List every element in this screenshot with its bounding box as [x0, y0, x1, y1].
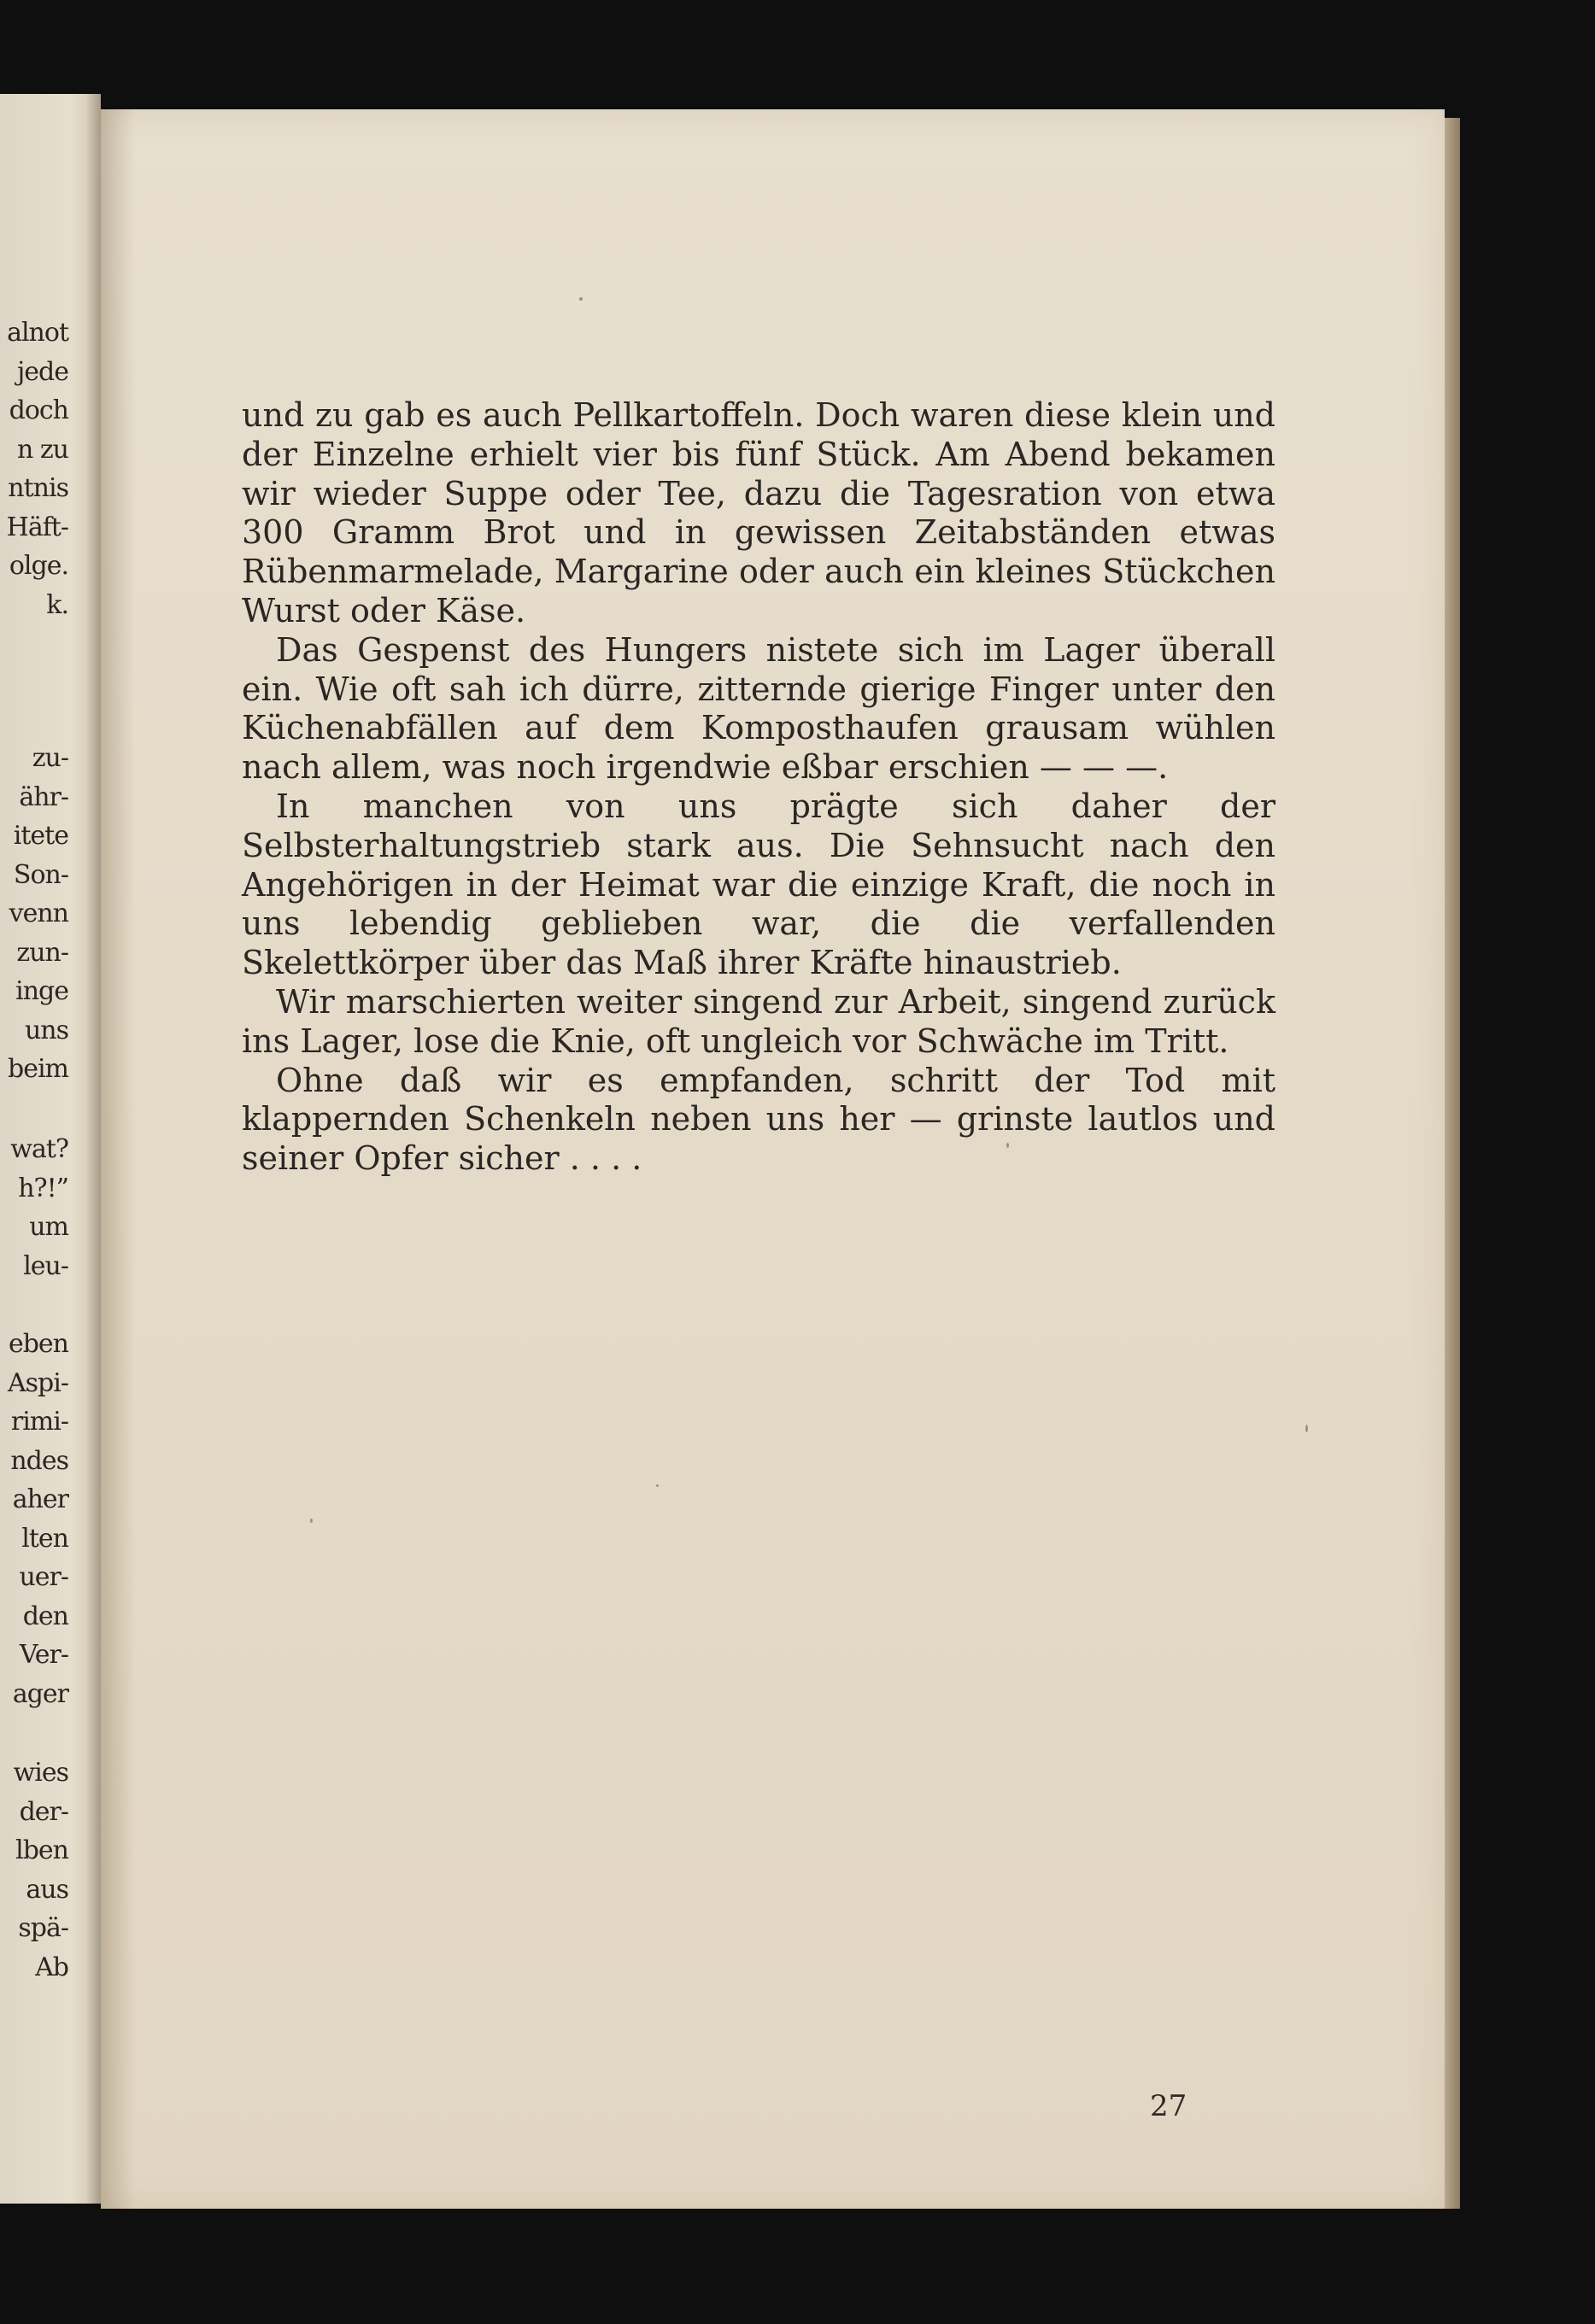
- page-right-edge: [1445, 118, 1460, 2209]
- left-page-fragment: olge.: [9, 551, 68, 581]
- left-page-fragment: itete: [13, 821, 68, 851]
- left-page-fragment: n zu: [17, 434, 68, 465]
- left-page-fragment: uns: [24, 1015, 68, 1045]
- left-page-fragment: uer-: [19, 1562, 68, 1592]
- left-page-fragment: leu-: [23, 1250, 68, 1281]
- left-page-fragment: ähr-: [19, 781, 68, 812]
- page-number: 27: [1150, 2089, 1187, 2123]
- paragraph-5: Ohne daß wir es empfanden, schritt der Tod mit klappernden Schenkeln neben uns her — grinste lautlos und seiner Opfer sicher . . . .: [242, 1061, 1275, 1178]
- paper-speck: [656, 1484, 659, 1487]
- book-page: [101, 109, 1445, 2209]
- left-page-fragment: beim: [8, 1054, 68, 1084]
- left-page-fragment: inge: [15, 976, 68, 1006]
- left-page-fragment: Son-: [13, 859, 68, 890]
- left-page-fragment: um: [29, 1212, 68, 1242]
- left-page-gutter-shadow: [85, 94, 101, 2204]
- left-page-fragment: ntnis: [8, 473, 68, 503]
- paper-speck: [310, 1519, 313, 1523]
- left-page-fragment: alnot: [7, 318, 68, 348]
- left-page-fragment: Ab: [35, 1952, 68, 1982]
- left-page-fragment: aus: [26, 1874, 68, 1905]
- left-page-fragment: lten: [21, 1523, 68, 1554]
- left-page-fragment: ndes: [10, 1445, 68, 1476]
- paragraph-3: In manchen von uns prägte sich daher der Selbsterhaltungstrieb stark aus. Die Sehnsucht nach den Angehörigen in der Heimat war die einzige Kraft, die noch in uns lebendig geblieben war, die die verfallenden Skelettkörper über das Maß ihrer Kräfte hinaustrieb.: [242, 787, 1275, 982]
- left-page-fragment: venn: [9, 899, 68, 928]
- paragraph-4: Wir marschierten weiter singend zur Arbeit, singend zurück ins Lager, lose die Knie, oft ungleich vor Schwäche im Tritt.: [242, 982, 1275, 1060]
- paragraph-1: und zu gab es auch Pellkartoffeln. Doch waren diese klein und der Einzelne erhielt vier bis fünf Stück. Am Abend bekamen wir wieder Suppe oder Tee, dazu die Tagesration von etwa 300 Gramm Brot und in gewissen Zeitabständen etwas Rübenmarmelade, Margarine oder auch ein kleines Stückchen Wurst oder Käse.: [242, 396, 1275, 629]
- left-page-fragment: den: [22, 1601, 68, 1631]
- left-page-fragment: Ver-: [19, 1640, 68, 1670]
- page-body-text: [242, 396, 1275, 1179]
- left-page-fragment: jede: [16, 356, 68, 387]
- left-page-fragment: wat?: [10, 1134, 68, 1164]
- paper-speck: [579, 297, 583, 301]
- left-page-fragment: ager: [12, 1678, 68, 1709]
- left-page-fragment: zu-: [32, 743, 68, 773]
- left-page-fragment: Häft-: [6, 512, 68, 542]
- paper-speck: [1305, 1425, 1308, 1432]
- paper-speck: [1006, 1143, 1009, 1148]
- left-page-fragment: wies: [13, 1758, 68, 1788]
- left-page-fragment: spä-: [18, 1913, 68, 1943]
- left-page-fragment: doch: [9, 395, 68, 425]
- left-page-fragment: h?!”: [18, 1173, 68, 1203]
- left-facing-page: [0, 94, 101, 2204]
- left-page-fragment: eben: [8, 1329, 68, 1359]
- left-page-fragment: zun-: [16, 937, 68, 968]
- left-page-fragment: k.: [46, 589, 68, 620]
- left-page-fragment: der-: [19, 1796, 68, 1827]
- page-spine-shadow: [101, 109, 135, 2209]
- left-page-fragment: Aspi-: [8, 1367, 68, 1398]
- left-page-fragment: aher: [12, 1484, 68, 1514]
- left-page-fragment: rimi-: [10, 1407, 68, 1437]
- left-page-fragment: lben: [15, 1835, 68, 1865]
- paragraph-2: Das Gespenst des Hungers nistete sich im Lager überall ein. Wie oft sah ich dürre, zitternde gierige Finger unter den Küchenabfällen auf dem Komposthaufen grausam wühlen nach allem, was noch irgendwie eßbar erschien — — —.: [242, 630, 1275, 787]
